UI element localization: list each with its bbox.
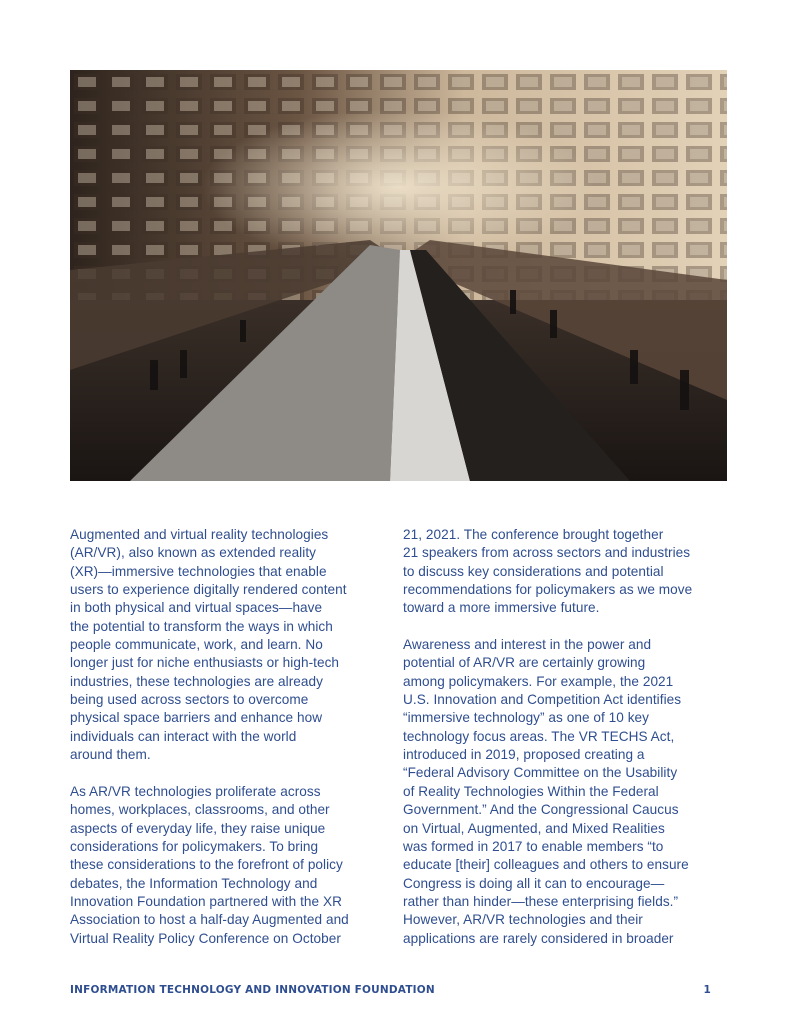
text-line: debates, the Information Technology and [70,875,318,891]
text-line: longer just for niche enthusiasts or high-tech [70,655,340,671]
footer-organization: INFORMATION TECHNOLOGY AND INNOVATION FOUNDATION [70,984,435,996]
metro-station-photo [70,70,727,481]
text-line: aspects of everyday life, they raise unique [70,820,326,836]
text-line: on Virtual, Augmented, and Mixed Realities [403,820,665,836]
text-line: of Reality Technologies Within the Federal [403,783,659,799]
text-line: rather than hinder—these enterprising fields.” [403,893,679,909]
text-line: being used across sectors to overcome [70,692,309,708]
text-line: As AR/VR technologies proliferate across [70,783,321,799]
text-line: Association to host a half-day Augmented and [70,912,349,928]
page-footer [70,984,711,998]
text-line: 21 speakers from across sectors and industries [403,545,691,561]
text-line: 21, 2021. The conference brought together [403,527,664,542]
page-number: 1 [703,984,711,996]
text-line: users to experience digitally rendered content [70,582,347,598]
paragraph [403,526,718,618]
metro-tunnel-illustration [70,70,727,481]
text-line: was formed in 2017 to enable members “to [403,838,664,854]
paragraph [70,783,385,948]
text-line: “Federal Advisory Committee on the Usability [403,765,678,781]
text-line: (XR)—immersive technologies that enable [70,563,327,579]
text-line: considerations for policymakers. To bring [70,838,319,854]
text-line: around them. [70,747,151,763]
text-line: Congress is doing all it can to encourage— [403,875,665,891]
text-line: homes, workplaces, classrooms, and other [70,802,330,818]
text-line: physical space barriers and enhance how [70,710,323,726]
text-line: (AR/VR), also known as extended reality [70,545,316,561]
text-line: recommendations for policymakers as we move [403,582,693,598]
text-line: technology focus areas. The VR TECHS Act, [403,728,675,744]
text-line: educate [their] colleagues and others to ensure [403,857,689,873]
text-line: introduced in 2019, proposed creating a [403,747,645,763]
text-line: Augmented and virtual reality technologies [70,527,329,542]
text-line: these considerations to the forefront of policy [70,857,343,873]
text-line: Innovation Foundation partnered with the XR [70,893,342,909]
text-line: individuals can interact with the world [70,728,297,744]
text-line: among policymakers. For example, the 2021 [403,673,674,689]
left-column [70,526,385,966]
text-line: people communicate, work, and learn. No [70,637,323,653]
text-line: Government.” And the Congressional Caucus [403,802,679,818]
text-line: toward a more immersive future. [403,600,600,616]
paragraph [403,636,718,948]
text-line: “immersive technology” as one of 10 key [403,710,649,726]
text-line: industries, these technologies are already [70,673,323,689]
text-line: in both physical and virtual spaces—have [70,600,323,616]
text-line: Awareness and interest in the power and [403,637,652,653]
text-line: potential of AR/VR are certainly growing [403,655,646,671]
text-line: to discuss key considerations and potential [403,563,664,579]
paragraph [70,526,385,764]
text-line: U.S. Innovation and Competition Act identifies [403,692,682,708]
right-column [403,526,718,966]
text-line: However, AR/VR technologies and their [403,912,643,928]
text-line: applications are rarely considered in broader [403,930,674,946]
text-line: Virtual Reality Policy Conference on October [70,930,341,946]
text-line: the potential to transform the ways in which [70,618,333,634]
